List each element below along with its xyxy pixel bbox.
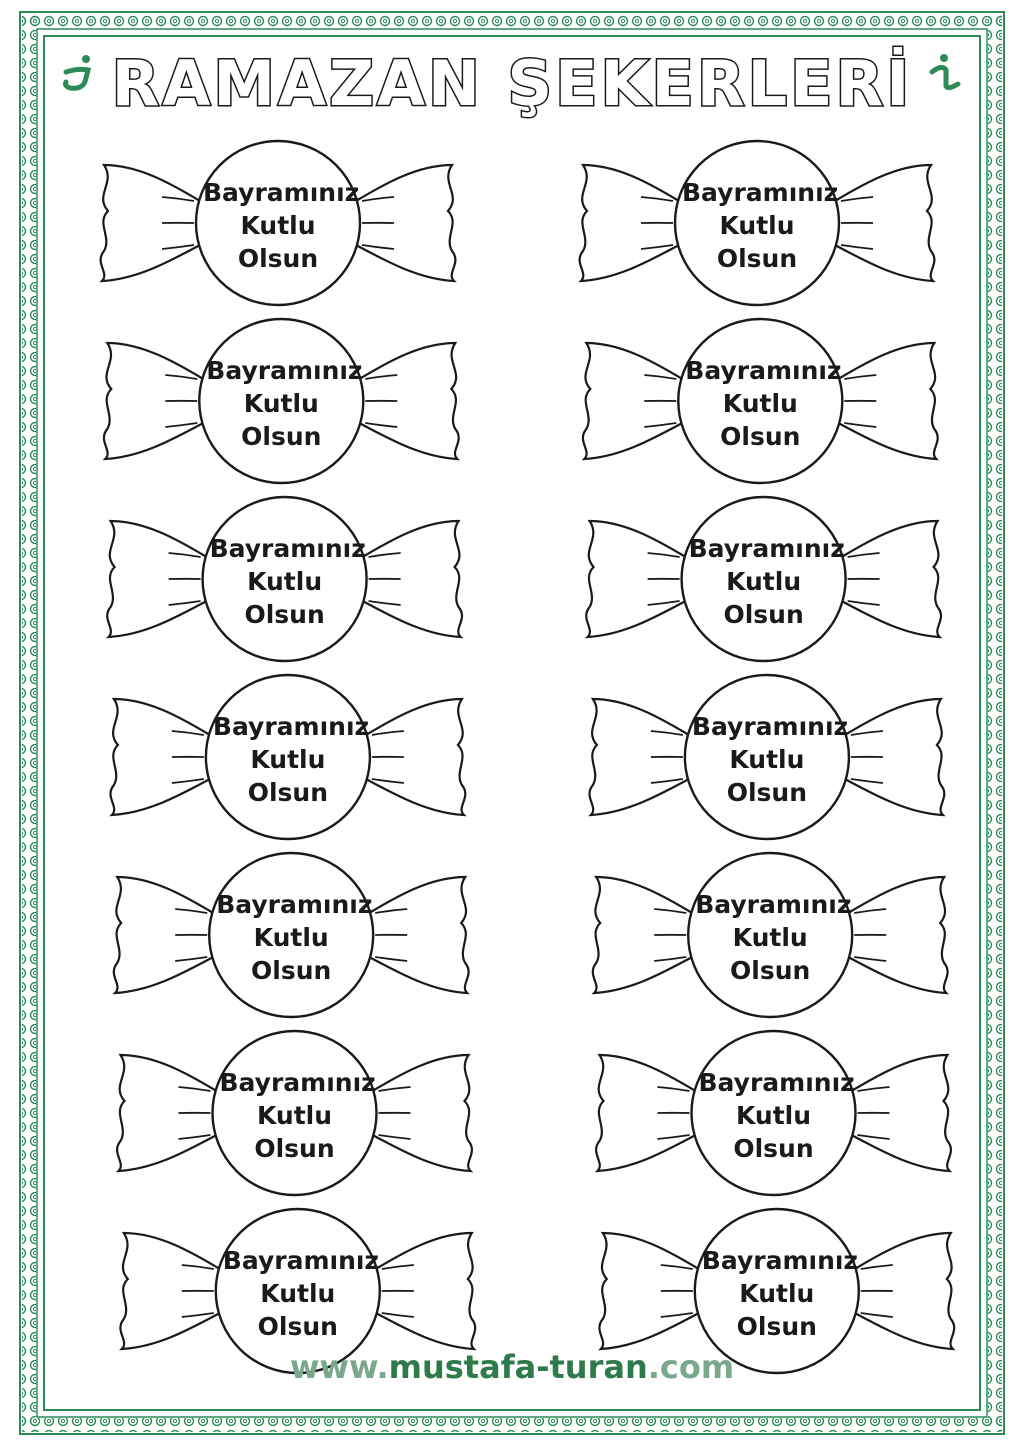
candy-label bbox=[698, 1066, 855, 1165]
candy-label-line3: Olsun bbox=[726, 778, 808, 807]
footer-site: mustafa-turan bbox=[388, 1348, 648, 1386]
footer-prefix: www. bbox=[289, 1348, 389, 1386]
website-footer bbox=[0, 1348, 1024, 1386]
candy-label-line2: Kutlu bbox=[256, 1101, 333, 1130]
candy-label-line2: Kutlu bbox=[732, 923, 808, 952]
candy-label bbox=[206, 354, 363, 453]
candy-label bbox=[222, 1244, 379, 1343]
candy-label-line3: Olsun bbox=[716, 244, 798, 273]
candy-label-line3: Olsun bbox=[237, 244, 319, 273]
candy-label bbox=[216, 888, 373, 987]
candy-label-line1: Bayramınız bbox=[688, 534, 845, 563]
candy-label bbox=[219, 1066, 376, 1165]
candy-label-line2: Kutlu bbox=[726, 567, 802, 596]
footer-suffix: .com bbox=[647, 1348, 735, 1386]
candy-label-line2: Kutlu bbox=[250, 745, 326, 774]
candy-label-line1: Bayramınız bbox=[206, 356, 363, 385]
candy-label-line1: Bayramınız bbox=[222, 1246, 379, 1275]
candy-label-line3: Olsun bbox=[241, 422, 322, 451]
candy-label-line1: Bayramınız bbox=[209, 534, 366, 563]
candy-label-line3: Olsun bbox=[254, 1134, 335, 1163]
candy-label-line2: Kutlu bbox=[247, 567, 323, 596]
candy-label-line1: Bayramınız bbox=[685, 356, 842, 385]
candy-label-line2: Kutlu bbox=[729, 745, 805, 774]
candy-label-line1: Bayramınız bbox=[698, 1068, 855, 1097]
candy-label bbox=[691, 710, 849, 809]
candy-label-line3: Olsun bbox=[251, 956, 332, 985]
candy-label bbox=[682, 176, 839, 275]
candy-label-line1: Bayramınız bbox=[682, 178, 839, 207]
candy-label-line3: Olsun bbox=[247, 778, 329, 807]
candy-label bbox=[688, 532, 845, 631]
candy-label-line3: Olsun bbox=[733, 1134, 814, 1163]
page-title: RAMAZAN ŞEKERLERİ bbox=[111, 47, 913, 120]
candy-label-line3: Olsun bbox=[736, 1312, 817, 1341]
candy-label-line3: Olsun bbox=[720, 422, 801, 451]
candy-label-line1: Bayramınız bbox=[203, 178, 360, 207]
candy-label-line1: Bayramınız bbox=[216, 890, 373, 919]
candy-label bbox=[209, 532, 366, 631]
candy-label-line2: Kutlu bbox=[253, 923, 329, 952]
candy-label bbox=[701, 1244, 858, 1343]
candy-label-line1: Bayramınız bbox=[701, 1246, 858, 1275]
candy-label-line3: Olsun bbox=[730, 956, 811, 985]
candy-label bbox=[685, 354, 842, 453]
candy-label bbox=[695, 888, 852, 987]
candy-label bbox=[212, 710, 370, 809]
candy-label-line3: Olsun bbox=[257, 1312, 338, 1341]
candy-label-line2: Kutlu bbox=[722, 389, 798, 418]
candy-label-line1: Bayramınız bbox=[691, 712, 849, 741]
candy-label-line1: Bayramınız bbox=[212, 712, 370, 741]
candy-label-line2: Kutlu bbox=[260, 1279, 336, 1308]
candy-label-line2: Kutlu bbox=[735, 1101, 812, 1130]
candy-label-line1: Bayramınız bbox=[219, 1068, 376, 1097]
candy-label-line2: Kutlu bbox=[739, 1279, 815, 1308]
candy-label-line2: Kutlu bbox=[243, 389, 319, 418]
candy-label bbox=[203, 176, 360, 275]
candy-label-line1: Bayramınız bbox=[695, 890, 852, 919]
candy-label-line2: Kutlu bbox=[719, 211, 795, 240]
candy-label-line3: Olsun bbox=[244, 600, 325, 629]
candy-label-line2: Kutlu bbox=[240, 211, 316, 240]
candy-label-line3: Olsun bbox=[723, 600, 804, 629]
